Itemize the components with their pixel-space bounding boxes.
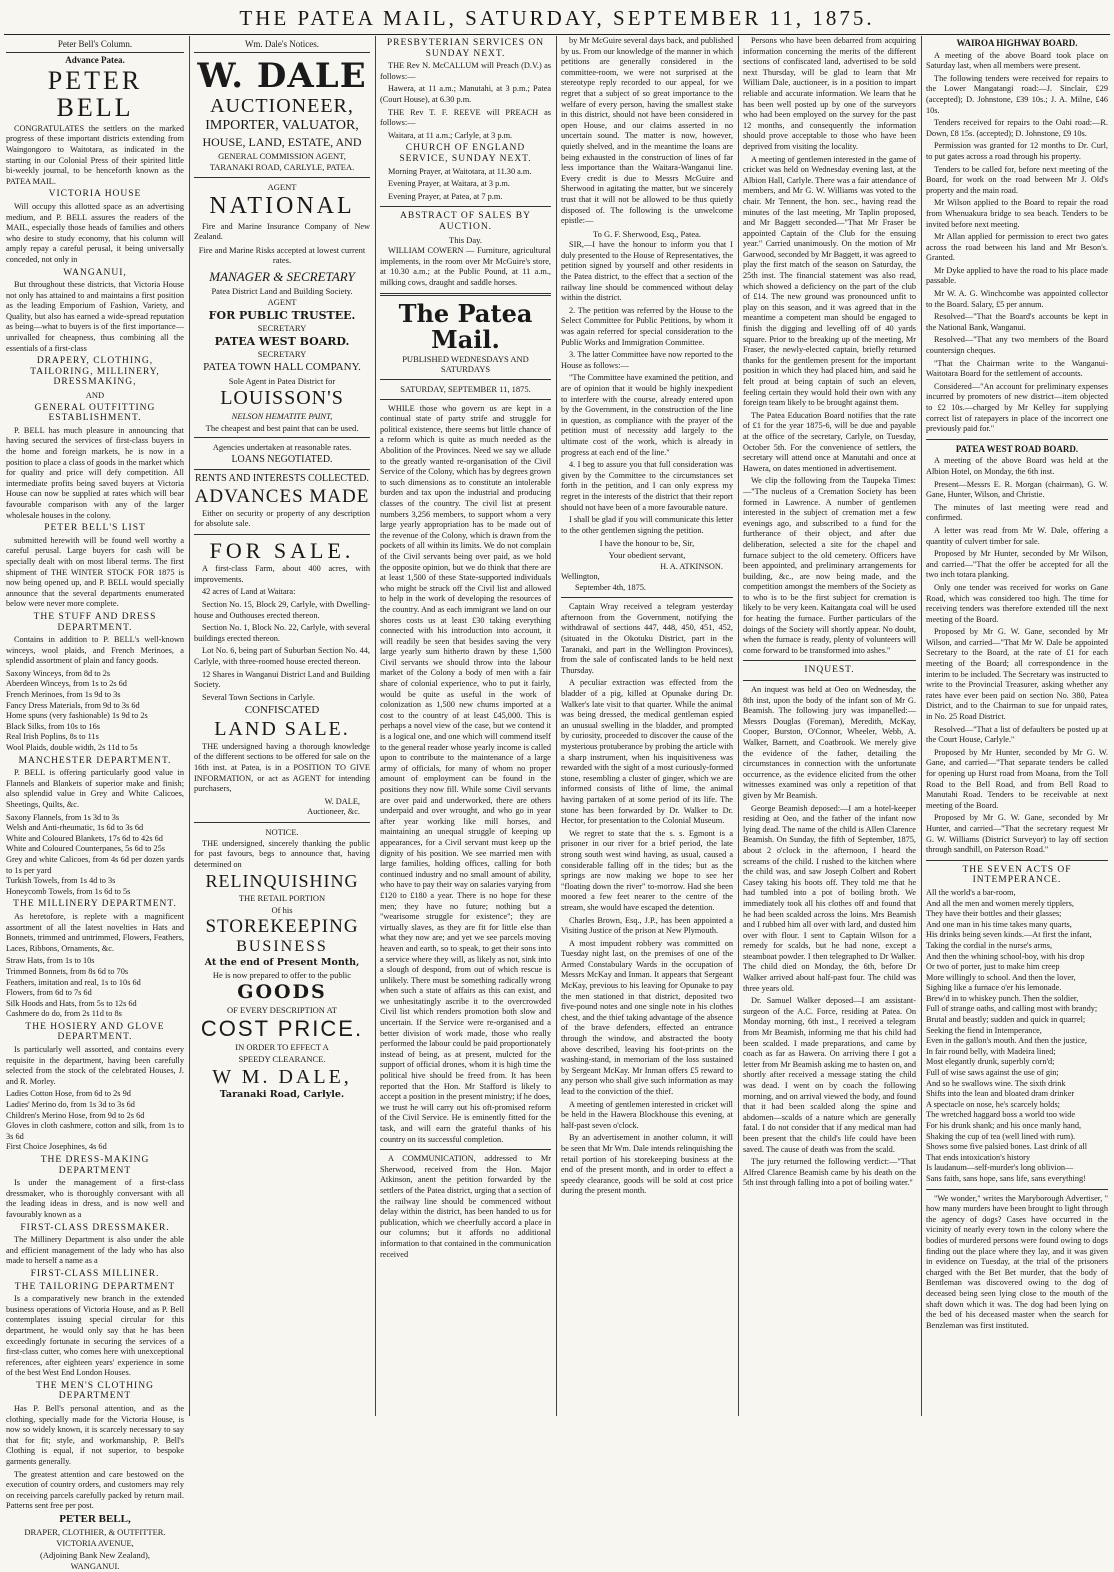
poem-line: Taking the cordial in the nurse's arms, xyxy=(926,940,1053,950)
headline: Taranaki Road, Carlyle. xyxy=(219,1088,345,1100)
paragraph: Resolved—"That the Board's accounts be kept in the National Bank, Wanganui. xyxy=(926,312,1108,332)
poem-line: That ends intoxication's history xyxy=(926,1152,1031,1162)
price-line: Ladies' Merino do, from 1s 3d to 3s 6d xyxy=(6,1100,135,1110)
headline: CONFISCATED xyxy=(244,704,320,717)
poem-line: And all the men and women merely tipplers, xyxy=(926,898,1074,908)
separator xyxy=(743,660,916,661)
headline: GOODS xyxy=(237,980,327,1003)
headline: COST PRICE. xyxy=(200,1016,364,1042)
separator xyxy=(561,597,733,598)
dateline: Wellington, xyxy=(561,572,600,582)
headline: RENTS AND INTERESTS COLLECTED. xyxy=(195,473,369,485)
caption: GENERAL COMMISSION AGENT, xyxy=(218,150,346,161)
paragraph: Resolved—"That any two members of the Board countersign cheques. xyxy=(926,335,1108,356)
paragraph: P. BELL is offering particularly good value in Flannels and Blankets of superior make and finish; also splendid value in Grey and White Calicoes, Sheetings, Quilts, &c. xyxy=(6,768,184,809)
poem-line: Most elegantly drunk, superbly corn'd; xyxy=(926,1057,1055,1067)
paragraph: 42 acres of Land at Waitara: xyxy=(202,587,296,597)
headline: IMPORTER, VALUATOR, xyxy=(205,118,359,134)
logo-wdale: W. DALE xyxy=(197,55,367,96)
caption: WANGANUI. xyxy=(70,1561,120,1572)
headline: LOUISSON'S xyxy=(220,387,344,410)
paragraph: 3. The latter Committee have now reported to the House as follows:— xyxy=(561,350,733,370)
headline: NATIONAL xyxy=(209,193,355,220)
caption: SPEEDY CLEARANCE. xyxy=(238,1053,326,1064)
headline: FOR SALE. xyxy=(209,538,355,564)
caption: IN ORDER TO EFFECT A xyxy=(235,1042,329,1053)
paragraph: Is a comparatively new branch in the extended business operations of Victoria House, and as P. Bell contemplates issuing special circular for this department, he would only say that he has been exceedingly fortunate in securing the services of a first-class cutter, who comes here with unexceptional references, after eighteen years' experience in some of the best West End London Houses. xyxy=(6,1294,184,1378)
poem-line: More willingly to school. And then the lover, xyxy=(926,972,1076,982)
subheading: PRESBYTERIAN SERVICES ON SUNDAY NEXT. xyxy=(386,38,545,59)
paragraph: Mr W. A. G. Winchcombe was appointed collector to the Board. Salary, £5 per annum. xyxy=(926,289,1108,309)
signature: PETER BELL, xyxy=(59,1513,131,1525)
column-divider xyxy=(738,36,739,1416)
caption: SECRETARY xyxy=(257,349,307,360)
headline: BUSINESS xyxy=(236,938,328,956)
headline: PATEA TOWN HALL COMPANY. xyxy=(203,361,361,374)
paragraph: Fire and Marine Insurance Company of New Zealand. xyxy=(194,221,370,242)
paragraph: THE Rev T. F. REEVE will PREACH as follows:— xyxy=(380,107,551,128)
caption: NELSON HEMATITE PAINT, xyxy=(231,411,333,422)
caption: THE RETAIL PORTION xyxy=(238,893,326,904)
poem-line: They have their bottles and their glasses; xyxy=(926,909,1062,919)
separator xyxy=(194,822,370,823)
price-line: Real Irish Poplins, 8s to 11s xyxy=(6,732,99,742)
paragraph: SIR,—I have the honour to inform you that I duly presented to the House of Representatives, the petition signed by yourself and other residents in the Patea district, to the effect that a section of the railway line should be commenced without delay within the district. xyxy=(561,240,733,303)
paragraph: Considered—"An account for preliminary expenses incurred by promoters of new district—item objected to £2 10s.—charged by Mr Kelley for supplying correct list of ratepayers in place of the incorrect one previously paid for." xyxy=(926,381,1108,434)
paragraph: The Millinery Department is also under the able and efficient management of the lady who has also made to herself a name as a xyxy=(6,1235,184,1266)
subheading: Advance Patea. xyxy=(65,54,125,65)
separator xyxy=(926,439,1108,440)
masthead: THE PATEA MAIL, SATURDAY, SEPTEMBER 11, 1875. xyxy=(239,6,875,30)
column-boards xyxy=(926,36,1108,1416)
dateline: September 4th, 1875. xyxy=(575,582,646,592)
separator xyxy=(380,293,551,296)
paragraph: THE undersigned, sincerely thanking the public for past favours, begs to announce that, having determined on xyxy=(194,838,370,869)
price-line: Silk Hoods and Hats, from 5s to 12s 6d xyxy=(6,998,137,1008)
paragraph: A most impudent robbery was committed on Tuesday night last, on the premises of one of the Armed Constabulary Wards in the occupation of Messrs McKay and Inman. It appears that Sergeant McKay, previous to his leaving for Opunake to pay the men stationed in that district, deposited two five-pound notes and one single note in his clothes chest, and the thief taking advantage of the absence of the brave defenders, effected an entrance through the window, and abstracted the booty above described, leaving his foot-prints on the washing-stand, in memoriam of the loss sustained by Sergeant McKay. Mr Inman offers £5 reward to any person who shall give such information as may lead to the conviction of the thief. xyxy=(561,938,733,1096)
poem-line: Sighing like a furnace o'er his lemonade. xyxy=(926,983,1062,993)
paragraph: WHILE those who govern us are kept in a continual state of party strife and struggle for political existence, there seems but little chance of a reform which is quite as much needed as the Abolition of the Provinces. Need we say we allude to the greatly wanted re-organisation of the Civil Service of the Colony, which has by degrees grown to such dimensions as to constitute an intolerable burden and tax upon the industrial and producing classes of the country. The civil list at present numbers 3,256 members, to support whom a very large yearly appropriation has to be made out of the revenue of the Colony, which is drawn from the pockets of all within its limits. We do not complain of the Civil servants being over paid, as we hold the opposite opinion, but we do think that there are at least 1,500 of these State-supported individuals who might be struck off the Civil list and allowed to help in the work of developing the resources of the country. And as each immigrant we land on our shores costs us at least £30 taking everything connected with his introduction into account, it will readily be seen that besides saving the very large yearly sum hitherto drawn by these 1,500 Civil servants we should throw into the labour market of the Colony a body of men with a fair share of colonial experience, who to put it fairly, would be quite as useful in the work of colonization as 1,500 new chums imported at a cost to the country of at least £45,000. This is perhaps a novel view of the case, but we contend it is a logical one, and one which will commend itself to the general reader whose yearly income is called upon to contribute to the maintenance of a large army of officials, for many of whom no proper amount of employment can be found in the positions they now fill. While some Civil servants are over paid and underworked, there are others underpaid and over wrought, and who go in year after year working like mill horses, and maintaining an unequal struggle of keeping up appearances, for a Civil servant must keep up the dignity of his position. We see married men with large families, holding offices, calling for both continued industry and no small amount of ability, who have to pay their way on salaries varying from £120 to £180 a year. There is no hope for these men; they have no future; nothing but a "wearisome struggle for existence"; they are virtually slaves, as they are fit for little else than what they now are; and yet we see parcels moving heaven and earth, so to speak, to get their sons into a service where they will, as likely as not, sink into a slough of despond, from out of which rescue is unlikely. There must be something radically wrong when such a state of affairs as this can exist, and we unhesitatingly ascribe it to the overcrowded Civil list which renders promotion both slow and uncertain. If the Service were re-organised and a better division of work made, those who really performed the labour could be paid proportionately instead of being, as at present, mulcted for the support of official drones, whom it is high time the political hive should be freed from. It has been reported that the Hon. Mr Stafford is likely to accept a position in the present ministry; if he does, we trust he will carry out his oft-promised reform of the Civil Service. He is eminently fitted for the task, and will earn the grateful thanks of his country on its successful completion. xyxy=(380,403,551,1144)
price-line: Home spuns (very fashionable) 1s 9d to 2s xyxy=(6,711,148,721)
paragraph: Charles Brown, Esq., J.P., has been appointed a Visiting Justice of the prison at New Plymouth. xyxy=(561,915,733,936)
caption: AGENT xyxy=(267,181,297,192)
caption: PUBLISHED WEDNESDAYS AND SATURDAYS xyxy=(402,353,529,375)
paragraph: I shall be glad if you will communicate this letter to the other gentlemen signing the petition. xyxy=(561,515,733,535)
paragraph: "We wonder," writes the Maryborough Advertiser, " how many murders have been brought to light through the agency of dogs? Cases have occurred in the vicinity of nearly every town in the colony where the bodies of murdered persons were found owing to dogs finding out the place where they lay, and it was given in evidence on Tuesday, at the trial of the prisoners charged with the Bet Bet murder, that the body of Bentleman was discovered owing to the dog of deceased being seen lying close to the mouth of the shaft down which it was. The dog had been lying on the bed of his deceased master when the search for Benzleman was first instituted. xyxy=(926,1193,1108,1330)
poem-line: Shifts into the lean and bloated dram drinker xyxy=(926,1089,1075,1099)
paragraph: THE undersigned having a thorough knowledge of the different sections to be offered for sale on the 16th inst. at Patea, is in a POSITION TO GIVE INFORMATION, or act as AGENT for intending purchasers, xyxy=(194,741,370,794)
separator xyxy=(194,437,370,438)
poem-line: Full of strange oaths, and calling most with brandy; xyxy=(926,1004,1098,1014)
caption: SECRETARY xyxy=(257,323,307,334)
subheading: MANCHESTER DEPARTMENT. xyxy=(18,755,172,766)
paragraph: The Patea Education Board notifies that the rate of £1 for the year 1875-6, will be due and payable at the office of the secretary, Carlyle, on Tuesday, October 5th. For the convenience of settlers, the secretary will attend once at Manutahi and once at Hawera, on dates mentioned in advertisement. xyxy=(743,410,916,473)
price-list xyxy=(6,813,184,898)
subheading: THE DRESS-MAKING DEPARTMENT xyxy=(40,1155,150,1176)
headline: FOR PUBLIC TRUSTEE. xyxy=(208,308,356,322)
poem-line: Full of wise saws against the use of gin; xyxy=(926,1068,1059,1078)
caption: Fire and Marine Risks accepted at lowest current rates. xyxy=(198,244,366,266)
paragraph: Evening Prayer, at Patea, at 7 p.m. xyxy=(388,191,503,201)
caption: Your obedient servant, xyxy=(608,549,686,560)
paragraph: by Mr McGuire several days back, and published by us. From our knowledge of the manner in which petitions are generally considered in the committee-room, we were not surprised at the stereotype reply recorded to our appeal, for we regret that a subject of so great importance to the welfare of every person, having the smallest stake in this district, should not have been considered in open House, and our claims asserted in no uncertain sound. The matter is now, however, quietly shelved, and in the meantime the loans are being exhausted in the construction of lines of far less importance than the Waitara-Wanganui line. Every credit is due to Messrs McGuire and Sherwood in agitating the matter, but we sincerely trust that it will not be allowed to be thus quietly disposed of. The following is the unwelcome epistle:— xyxy=(561,36,733,226)
caption: TARANAKI ROAD, CARLYLE, PATEA. xyxy=(209,162,355,173)
paragraph: Hawera, at 11 a.m.; Manutahi, at 3 p.m.; Patea (Court House), at 6.30 p.m. xyxy=(380,84,551,104)
advertiser-name: PETER BELL xyxy=(47,66,143,123)
price-line: Wool Plaids, double width, 2s 11d to 5s xyxy=(6,743,138,753)
paragraph: Proposed by Mr Hunter, seconded by Mr Wilson, and carried—"That the offer be accepted for all the two inch totara planking. xyxy=(926,549,1108,580)
paragraph: Either on security or property of any description for absolute sale. xyxy=(194,508,370,529)
headline: W M. DALE, xyxy=(212,1065,352,1088)
paragraph: Evening Prayer, at Waitara, at 3 p.m. xyxy=(388,179,510,189)
paragraph: Only one tender was received for works on Gane Road, which was considered too high. The time for receiving tenders was therefore extended till the next meeting of the Board. xyxy=(926,582,1108,624)
paragraph: Several Town Sections in Carlyle. xyxy=(202,692,315,702)
price-list xyxy=(6,1089,184,1153)
signature: Auctioneer, &c. xyxy=(307,807,360,817)
paragraph: "The Committee have examined the petition, and are of opinion that it would be highly inexpedient to interfere with the course, already entered upon by the Government, in the construction of the line in question, as compliance with the prayer of the petition must of necessity add largely to the ultimate cost of the work, which is already in progress at each end of the line." xyxy=(561,373,733,457)
paragraph: "That the Chairman write to the Wanganui-Waitotara Board for the settlement of accounts. xyxy=(926,358,1108,379)
paragraph: A meeting of gentlemen interested in the game of cricket was held on Wednesday evening last, at the Albion Hall, Carlyle. There was a fair attendance of members, and Mr G. W. Williams was voted to the chair. Mr Tennent, the hon. sec., having read the minutes of the last meeting, Mr Taplin proposed, and Mr Baggett seconded—"That Mr Fraser be appointed Captain of the Club for the ensuing year." Carried unanimously. On the motion of Mr Garwood, seconded by Mr Baggett, it was agreed to play the first match of the season on Saturday, the 25th inst. The financial statement was also read, which showed a deficiency on the part of the club of £14. The new ground was pronounced unfit to play on this season, and it was agreed that in the meantime a competent man should be engaged to finish the digging and levelling off of 40 yards square. Prior to the breaking up of the meeting, Mr Fraser, the newly-elected captain, briefly returned thanks for the gentlemen present for the important position in which they had placed him, and said he felt proud at being captain of such an eleven, feeling certain they would hold their own with any foreign team likely to be brought against them. xyxy=(743,154,916,408)
caption: AND xyxy=(85,390,105,401)
subheading: VICTORIA HOUSE xyxy=(48,189,142,200)
headline: STOREKEEPING xyxy=(205,916,359,938)
masthead-rule xyxy=(4,34,1110,35)
price-line: Black Silks, from 10s to 16s xyxy=(6,721,101,731)
subheading: PETER BELL'S LIST xyxy=(44,523,146,534)
price-list xyxy=(6,956,184,1020)
poem-line: Sans faith, sans hope, sans life, sans everything! xyxy=(926,1173,1086,1183)
caption: I have the honour to be, Sir, xyxy=(599,538,695,549)
separator xyxy=(380,206,551,207)
subheading: THE SEVEN ACTS OF INTEMPERANCE. xyxy=(962,864,1072,886)
paragraph: 4. I beg to assure you that full consideration was given by the Committee to the circumstances set forth in the petition, and I can only express my regret in the interests of the district that their report should not have been of a more favourable nature. xyxy=(561,460,733,512)
headline: AUCTIONEER, xyxy=(210,95,354,118)
paragraph: Proposed by Mr Hunter, seconded by Mr G. W. Gane, and carried—"That separate tenders be called for opening up Hurst road from Moana, from the Toll Road to the Bell Road, and from Bell Road to Manutahi Road. Tenders to be receivable at next meeting of the Board. xyxy=(926,747,1108,810)
paragraph: An inquest was held at Oeo on Wednesday, the 8th inst, upon the body of the infant son of Mr G. Beamish. The following jury was impanelled:—Messrs Douglas (Foreman), Meredith, McKay, Cooper, Burston, O'Connor, Wheeler, Webb, A. Walker, Barnett, and Coatbrook. We merely give the evidence of the father, detailing the circumstances in connection with the unfortunate occurrence, as the evidence elicited from the other witnesses examined was only a repetition of that given by Mr Beamish. xyxy=(743,685,916,800)
caption: Patea District Land and Building Society. xyxy=(211,285,353,296)
caption: This Day. xyxy=(449,234,482,245)
caption: To G. F. Sherwood, Esq., Patea. xyxy=(592,228,702,239)
paragraph: CONGRATULATES the settlers on the marked progress of these important districts extending from Waingongoro to Waitotara, as indicated in the starting in our Colonial Press of their spirited little bi-weekly journal, to be henceforth known as the PATEA MAIL. xyxy=(6,123,184,186)
price-line: Cashmere do do, from 2s 11d to 8s xyxy=(6,1009,122,1019)
separator xyxy=(194,534,370,535)
price-line: Feathers, imitation and real, 1s to 10s 6d xyxy=(6,977,141,987)
paragraph: The greatest attention and care bestowed on the execution of country orders, and customers may rely on receiving parcels carefully packed by return mail. Patterns sent free per post. xyxy=(6,1469,184,1511)
poem-line: And one man in his time takes many quarts, xyxy=(926,919,1072,929)
poem-line: For his drunk shank; and his once manly hand, xyxy=(926,1121,1082,1130)
paragraph: Section No. 1, Block No. 22, Carlyle, with several buildings erected thereon. xyxy=(194,623,370,643)
subheading: THE TAILORING DEPARTMENT xyxy=(14,1281,176,1292)
separator xyxy=(380,399,551,400)
subheading: DRAPERY, CLOTHING, TAILORING, MILLINERY, DRESSMAKING, xyxy=(30,356,160,388)
subheading: ABSTRACT OF SALES BY AUCTION. xyxy=(400,211,531,232)
paragraph: We regret to state that the s. s. Egmont is a prisoner in our river for a brief period, the late strong south west wind having, as usual, caused a considerable falling off in the tides; but as the springs are now making we hope to see her "floating down the river" to-morrow. Had she been moored a few feet nearer to the centre of the stream, she would have escaped the detention. xyxy=(561,828,733,912)
subheading: WANGANUI, xyxy=(63,267,127,278)
paragraph: Proposed by Mr G. W. Gane, seconded by Mr Wilson, and carried—"That Mr W. Dale be appointed Secretary to the Board, at the rate of £1 for each meeting of the Board; all correspondence in the interim to be included. The Secretary was instructed to write to the Provincial Treasurer, asking whether any rates have ever been paid on section No. 380, Patea District, and to the Chairman to sue for unpaid rates, in No. 25 Road District. xyxy=(926,627,1108,722)
caption: NOTICE. xyxy=(265,826,299,837)
headline: HOUSE, LAND, ESTATE, AND xyxy=(202,134,362,149)
subheading: WAIROA HIGHWAY BOARD. xyxy=(956,38,1078,48)
price-line: Straw Hats, from 1s to 10s xyxy=(6,956,95,966)
price-line: White and Coloured Blankets, 17s 6d to 42s 6d xyxy=(6,833,163,843)
price-line: White and Coloured Counterpanes, 5s 6d to 25s xyxy=(6,844,165,854)
price-line: Saxony Winceys, from 8d to 2s xyxy=(6,668,111,678)
subheading: THE STUFF AND DRESS DEPARTMENT. xyxy=(33,611,157,633)
paragraph: A first-class Farm, about 400 acres, with improvements. xyxy=(194,564,370,584)
paragraph: Has P. Bell's personal attention, and as the clothing, specially made for the Victoria House, is now so widely known, it is scarcely necessary to say that for fit; style, and workmanship, P. Bell's Clothing is equal, if not superior, to bespoke garments generally. xyxy=(6,1404,184,1467)
paragraph: Proposed by Mr G. W. Gane, seconded by Mr Hunter, and carried—"That the secretary request Mr G. W. Williams (District Surveyor) to lay off section through sandhill, on Paterson Road." xyxy=(926,813,1108,855)
separator xyxy=(380,1149,551,1150)
paragraph: Dr. Samuel Walker deposed—I am assistant-surgeon of the A.C. Force, residing at Patea. On Monday morning, 6th inst., I received a telegram from Mr Beamish, informing me that his child had been scalded. I made preparations, and came by coach as far as Hawera. On arriving there I got a letter from Mr Beamish asking me to hasten on, and shortly after received a message stating the child was dead. I went on by coach the following morning, and on arrival viewed the body, and found that it had been scalded along the spine and abdomen—scalds of a nature which are generally fatal. I do not consider that if any medical man had been present that the child's life could have been saved. The cause of death was from the scald. xyxy=(743,996,916,1154)
poem-line: Or two of porter, just to make him creep xyxy=(926,962,1060,972)
subheading: CHURCH OF ENGLAND SERVICE, SUNDAY NEXT. xyxy=(399,143,532,164)
paragraph: Captain Wray received a telegram yesterday afternoon from the Government, notifying the withdrawal of sections 447, 448, 450, 451, 452, (situated in the Okotuku District, part in the Taranaki, and part in the Wellington Provinces), from the sale of confiscated lands to be held next Thursday. xyxy=(561,602,733,675)
separator xyxy=(194,469,370,470)
column-heading: Peter Bell's Column. xyxy=(6,39,184,53)
paragraph: Waitara, at 11 a.m.; Carlyle, at 3 p.m. xyxy=(388,130,513,140)
paragraph: P. BELL has much pleasure in announcing that having secured the services of first-class buyers in the home and foreign markets, he is now in a position to place a class of goods in the market which for quality and price will defy competition. All intermediate profits being saved buyers at Victoria House can now be supplied at rates which will bear favourable comparison with any of the larger wholesale houses in the colony. xyxy=(6,425,184,520)
poem-line: Seeking the fiend in Intemperance, xyxy=(926,1025,1042,1035)
poem xyxy=(926,888,1108,1185)
paragraph: A meeting of gentlemen interested in cricket will be held in the Hawera Blockhouse this evening, at half-past seven o'clock. xyxy=(561,1099,733,1130)
poem-line: And then the whining school-boy, with his drop xyxy=(926,951,1085,961)
price-line: Flowers, from 6d to 7s 6d xyxy=(6,988,92,998)
column-news xyxy=(561,36,733,1416)
price-line: Welsh and Anti-rheumatic, 1s 6d to 3s 6d xyxy=(6,823,144,833)
paragraph: 12 Shares in Wanganui District Land and Building Society. xyxy=(194,669,370,690)
paragraph: Contains in addition to P. BELL's well-known winceys, wool plaids, and French Merinoes, a splendid assortment of plain and fancy goods. xyxy=(6,635,184,666)
paragraph: A letter was read from Mr W. Dale, offering a quantity of culvert timber for sale. xyxy=(926,525,1108,546)
price-line: Gloves in cloth cashmere, cotton and silk, from 1s to 3s 6d xyxy=(6,1121,184,1141)
paragraph: submitted herewith will be found well worthy a careful perusal. Large buyers for cash will be specially dealt with on most liberal terms. The first shipment of THE WINTER STOCK FOR 1875 is now being opened up, and P. BELL would specially announce that the several departments enumerated below were never more complete. xyxy=(6,535,184,609)
caption: DRAPER, CLOTHIER, & OUTFITTER. xyxy=(24,1526,166,1537)
separator xyxy=(743,680,916,681)
paragraph: Present—Messrs E. R. Morgan (chairman), G. W. Gane, Hunter, Wilson, and Christie. xyxy=(926,479,1108,500)
column-editorial xyxy=(380,36,551,1416)
caption: OF EVERY DESCRIPTION AT xyxy=(227,1004,337,1015)
headline: LOANS NEGOTIATED. xyxy=(231,453,333,465)
subheading: GENERAL OUTFITTING ESTABLISHMENT. xyxy=(34,402,156,424)
headline: PATEA WEST BOARD. xyxy=(214,334,350,348)
price-line: Saxony Flannels, from 1s 3d to 3s xyxy=(6,812,120,822)
paragraph: A peculiar extraction was effected from the bladder of a pig, killed at Opunake during Dr. Walker's late visit to that quarter. While the animal was being dressed, the medical gentleman espied an unusual swelling in the bladder, and prompted by curiosity, proceeded to discover the cause of the mysterious protuberance by probing the article with a sharp instrument, when his inquisitiveness was rewarded with the sight of a most curiously-formed stone, resembling a cluster of ginger, which we are informed consists of lithe of lime, the animal having partaken of at some period of its life. The stone has been forwarded by Dr. Walker to Dr. Hector, for presentation to the Colonial Museum. xyxy=(561,678,733,826)
paragraph: Is particularly well assorted, and contains every requisite in the department, having been carefully selected from the stock of the celebrated Houses, J. and R. Morley. xyxy=(6,1045,184,1086)
paragraph: Is under the management of a first-class dressmaker, who is thoroughly conversant with all the leading ideas in dress, and is now well and favourably known as a xyxy=(6,1178,184,1219)
paragraph: THE Rev N. McCALLUM will Preach (D.V.) as follows:— xyxy=(380,61,551,81)
price-line: Aberdeen Winceys, from 1s to 2s 6d xyxy=(6,679,127,689)
signature: H. A. ATKINSON. xyxy=(660,561,723,571)
paragraph: Mr Dyke applied to have the road to his place made passable. xyxy=(926,265,1108,286)
price-line: Turkish Towels, from 1s 4d to 3s xyxy=(6,876,116,886)
price-line: Honeycomb Towels, from 1s 6d to 5s xyxy=(6,886,131,896)
paragraph: A meeting of the above Board was held at the Albion Hotel, on Monday, the 6th inst. xyxy=(926,456,1108,476)
poem-line: In fair round belly, with Madeira lined; xyxy=(926,1046,1056,1056)
subheading: FIRST-CLASS MILLINER. xyxy=(30,1268,160,1279)
price-line: Trimmed Bonnets, from 8s 6d to 70s xyxy=(6,966,129,976)
column-divider xyxy=(556,36,557,1416)
column-divider xyxy=(921,36,922,1416)
poem-line: Brutal and beastly; sudden and quick in quarrel; xyxy=(926,1015,1086,1025)
headline: LAND SALE. xyxy=(214,717,350,740)
paragraph: But throughout these districts, that Victoria House not only has attained to and maintains a first position as the leading Emporium of Fashion, Variety, and Quality, but also has earned a wide-spread reputation as being—what to buyers is of the first importance—unrivalled for cheapness, thus combining all the essentials of a first-class xyxy=(6,280,184,353)
poem-line: Shows some five palsied bones. Last drink of all xyxy=(926,1142,1088,1152)
paragraph: By an advertisement in another column, it will be seen that Mr Wm. Dale intends relinquishing the retail portion of his storekeeping business at the end of the present month, and in order to effect a speedy clearance, goods will be sold at cost price during the present month. xyxy=(561,1133,733,1196)
paragraph: Persons who have been debarred from acquiring information concerning the merits of the different sections of confiscated land, advertised to be sold next Thursday, will be glad to learn that Mr William Dale, auctioneer, is in a position to impart reliable and accurate information. We learn that he has been well posted up by one of the surveyors who had been employed on the survey for the past 12 months, and consequently the information should prove acceptable to those who have been deprived from visiting the locality. xyxy=(743,36,916,151)
price-line: Fancy Dress Materials, from 9d to 3s 6d xyxy=(6,700,140,710)
caption: Sole Agent in Patea District for xyxy=(228,375,336,386)
caption: (Adjoining Bank New Zealand), xyxy=(40,1549,150,1560)
poem-line: Even in the gallon's mouth. And then the justice, xyxy=(926,1036,1087,1046)
paragraph: 2. The petition was referred by the House to the Select Committee for Public Petitions, by whom it was again referred for special consideration to the Public Works and Immigration Committee. xyxy=(561,305,733,347)
paragraph: A COMMUNICATION, addressed to Mr Sherwood, received from the Hon. Major Atkinson, anent the petition forwarded by the settlers of the Patea district, urging that a section of the railway line should be commenced without delay within the district, has been handed to us for publication, which we cheerfully accord a place in our columns; but it affords no additional information to that contained in the communication received xyxy=(380,1154,551,1259)
column-divider xyxy=(375,36,376,1416)
headline: MANAGER & SECRETARY xyxy=(209,268,355,284)
poem-line: And so he swallows wine. The sixth drink xyxy=(926,1078,1066,1088)
subheading: THE MILLINERY DEPARTMENT. xyxy=(13,899,177,910)
subheading: FIRST-CLASS DRESSMAKER. xyxy=(20,1222,170,1233)
poem-line: Brew'd in to whiskey punch. Then the soldier, xyxy=(926,993,1079,1003)
subheading: THE HOSIERY AND GLOVE DEPARTMENT. xyxy=(25,1021,165,1043)
headline: ADVANCES MADE xyxy=(194,485,370,507)
separator xyxy=(194,177,370,178)
signature: W. DALE, xyxy=(324,796,360,806)
subheading: THE MEN'S CLOTHING DEPARTMENT xyxy=(36,1380,154,1402)
column-heading: Wm. Dale's Notices. xyxy=(194,39,370,53)
separator xyxy=(926,1189,1108,1190)
caption: SATURDAY, SEPTEMBER 11, 1875. xyxy=(400,384,531,395)
column-news-inquest xyxy=(743,36,916,1416)
paragraph: As heretofore, is replete with a magnificent assortment of all the latest novelties in Hats and Bonnets, trimmed and untrimmed, Flowers, Feathers, Laces, Ribbons, Ornaments, &c. xyxy=(6,911,184,953)
paragraph: Permission was granted for 12 months to Dr. Curl, to put gates across a road through his property. xyxy=(926,141,1108,161)
paragraph: Tenders received for repairs to the Oahi road:—R. Down, £8 15s. (accepted); D. Johnstone, £9 10s. xyxy=(926,118,1108,138)
paragraph: Will occupy this allotted space as an advertising medium, and P. BELL assures the readers of the MAIL, especially those heads of families and others who desire to study economy, that his column will amply repay a careful perusal, it being universally conceded, not only in xyxy=(6,201,184,264)
paragraph: Resolved—"That a list of defaulters be posted up at the Court House, Carlyle." xyxy=(926,724,1108,745)
paragraph: Lot No. 6, being part of Suburban Section No. 44, Carlyle, with three-roomed house erected thereon. xyxy=(194,646,370,666)
caption: Of his xyxy=(271,904,293,915)
price-line: Grey and white Calicoes, from 4s 6d per dozen yards to 1s per yard xyxy=(6,854,184,875)
price-line: French Merinoes, from 1s 9d to 3s xyxy=(6,690,121,700)
paragraph: We clip the following from the Taupeka Times:—"The nucleus of a Cremation Society has been formed in Lawrence. A number of gentlemen interested in the subject of cremation met a few evenings ago, and subscribed to a fund for the furtherance of their object, and after due deliberation, selected a site for the chapel and furnace subject to the old cemetery. Officers have been appointed, and preliminary arrangements for building, &c., are now being made, and the competition amongst the members of the Society as to who is to be the first subject for cremation is likely to be very keen. Kaitangata coal will be used for heating the furnace. Further particulars of the doings of the Society will shortly appear. No doubt, when the furnace is ready, plenty of volunteers will come forward to be transformed into ashes." xyxy=(743,476,916,655)
poem-line: A spectacle on nose, he's scarcely holds; xyxy=(926,1099,1060,1109)
caption: He is now prepared to offer to the public xyxy=(212,970,352,981)
price-line: Ladies Cotton Hose, from 6d to 2s 9d xyxy=(6,1089,131,1099)
paragraph: Mr Wilson applied to the Board to repair the road from Whenuakura bridge to sea beach. Tenders to be invited before next meeting. xyxy=(926,198,1108,229)
caption: Agencies undertaken at reasonable rates. xyxy=(212,442,352,453)
poem-line: His drinks being seven kinds.—At first the infant, xyxy=(926,930,1092,940)
poem-line: All the world's a bar-room, xyxy=(926,887,1016,897)
caption: The cheapest and best paint that can be used. xyxy=(205,422,359,433)
caption: AGENT xyxy=(267,297,297,308)
paragraph: A meeting of the above Board took place on Saturday last, when all members were present. xyxy=(926,50,1108,71)
column-wm-dale xyxy=(194,36,370,1416)
paragraph: Mr Allan applied for permission to erect two gates across the road between his land and Mr Beson's. Granted. xyxy=(926,232,1108,263)
poem-line: Is laudanum—self-murder's long oblivion— xyxy=(926,1163,1074,1173)
paragraph: Tenders to be called for, before next meeting of the Board, for work on the road between Mr J. Old's property and the main road. xyxy=(926,164,1108,195)
column-peter-bell xyxy=(6,36,184,1572)
paragraph: The following tenders were received for repairs to the Lower Mangatangi road:—J. Sinclair, £29 (accepted); D. Johnstone, £39 10s.; J. A. Milne, £46 10s. xyxy=(926,73,1108,115)
paragraph: Section No. 15, Block 29, Carlyle, with Dwelling-house and Outhouses erected thereon. xyxy=(194,599,370,620)
separator xyxy=(926,860,1108,861)
column-divider xyxy=(189,36,190,1416)
price-line: Children's Merino Hose, from 9d to 2s 6d xyxy=(6,1110,145,1120)
headline: At the end of Present Month, xyxy=(204,957,360,969)
separator xyxy=(380,379,551,380)
newspaper-title: The Patea Mail. xyxy=(398,299,533,354)
paragraph: WILLIAM COWERN — Furniture, agricultural implements, in the room over Mr McGuire's store, at 10.30 a.m.; at the Public Pound, at 11 a.m., milking cows, draught and saddle horses. xyxy=(380,246,551,287)
price-line: First Choice Josephines, 4s 6d xyxy=(6,1142,107,1152)
poem-line: The wretched haggard boss a world too wide xyxy=(926,1110,1076,1120)
subheading: PATEA WEST ROAD BOARD. xyxy=(955,443,1079,454)
paragraph: George Beamish deposed:—I am a hotel-keeper residing at Oeo, and the father of the infant now lying dead. The name of the child is Allen Clarence Beamish. On Sunday, the fifth of September, 1875, about 2 o'clock in the afternoon, I heard the screams of the child. I rushed to the kitchen where the child was, and saw Joseph Colbert and Robert Casey taking his boots off. They told me that he had tumbled into a pot of boiling broth. We immediately took all his clothes off and found that he had been scalded across the loins. Mrs Beamish and I rubbed him all over with lard, and dusted him over with flour. I sent to Captain Wilson for a remedy for scalds, but he had none, except a steamboat powder. I then telegraphed to Dr Walker. The child died on Monday, the 6th, before Dr Walker arrived about half-past four. The child was three years old. xyxy=(743,803,916,993)
subheading: INQUEST. xyxy=(804,665,855,676)
paragraph: The jury returned the following verdict:—"That Alfred Clarence Beamish came by his death on the 5th inst through falling into a pot of boiling water." xyxy=(743,1157,916,1188)
price-list xyxy=(6,669,184,754)
headline: RELINQUISHING xyxy=(205,871,359,892)
poem-line: Shaking the cup of tea (well lined with rum). xyxy=(926,1131,1076,1141)
paragraph: The minutes of last meeting were read and confirmed. xyxy=(926,502,1108,523)
paragraph: Morning Prayer, at Waitotara, at 11.30 a.m. xyxy=(388,166,532,176)
caption: VICTORIA AVENUE, xyxy=(56,1538,134,1549)
